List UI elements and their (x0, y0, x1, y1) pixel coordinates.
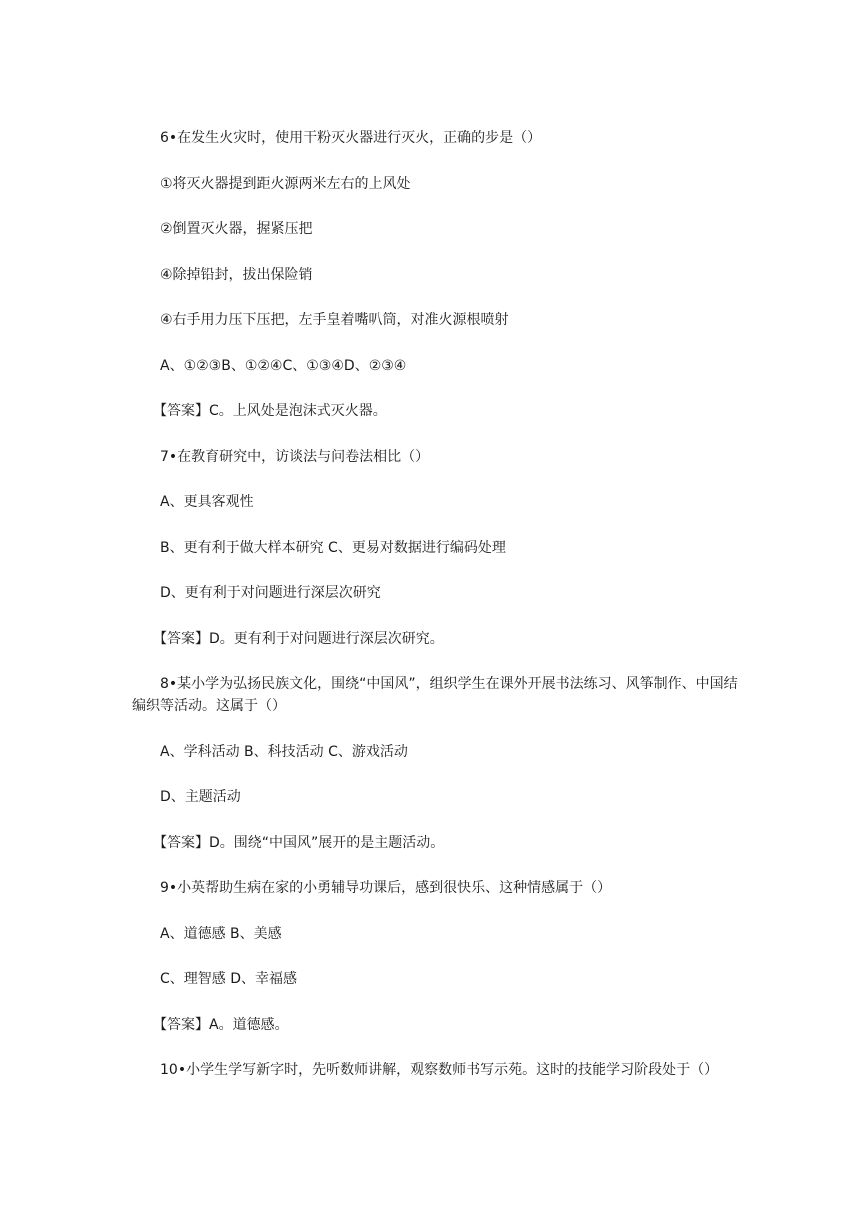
question-8-option-abc: A、学科活动 B、科技活动 C、游戏活动 (160, 743, 408, 760)
question-9-answer: 【答案】A。道德感。 (153, 1016, 289, 1033)
question-9-option-cd: C、理智感 D、幸福感 (160, 971, 298, 987)
question-9-option-ab: A、道德感 B、美感 (160, 925, 282, 942)
question-6-line-3: ④除掉铅封，拔出保险销 (160, 266, 313, 283)
question-6-line-1: ①将灭火器提到距火源两米左右的上风处 (160, 175, 411, 192)
question-6-line-4: ④右手用力压下压把，左手皇着嘴叭筒，对准火源根喷射 (160, 312, 509, 328)
question-6-answer: 【答案】C。上风处是泡沫式灭火器。 (153, 403, 387, 419)
question-7-option-bc: B、更有利于做大样本研究 C、更易对数据进行编码处理 (160, 539, 506, 556)
question-7-option-a: A、更具客观性 (160, 494, 254, 510)
question-6-line-2: ②倒置灭火器，握紧压把 (160, 221, 313, 237)
question-6-stem: 6•在发生火灾时，使用干粉灭火器进行灭火，正确的步是（） (160, 130, 542, 146)
question-7-stem: 7•在教育研究中，访谈法与问卷法相比（） (160, 448, 430, 465)
question-10-stem: 10•小学生学写新字时，先听数师讲解，观察数师书写示苑。这时的技能学习阶段处于（） (160, 1062, 719, 1078)
question-9-stem: 9•小英帮助生病在家的小勇辅导功课后，感到很快乐、这种情感属于（） (160, 880, 612, 896)
document-body (132, 127, 742, 1105)
question-6-options: A、①②③B、①②④C、①③④D、②③④ (160, 357, 407, 374)
question-8-answer: 【答案】D。围绕“中国风”展开的是主题活动。 (153, 834, 445, 851)
question-8-option-d: D、主题活动 (160, 789, 241, 805)
question-7-answer: 【答案】D。更有利于对问题进行深层次研究。 (153, 630, 444, 647)
question-7-option-d: D、更有利于对问题进行深层次研究 (160, 585, 381, 601)
question-8-stem: 8•某小学为弘扬民族文化，围绕“中国风”，组织学生在课外开展书法练习、风筝制作、中国结编织等活动。这属于（） (132, 676, 738, 714)
